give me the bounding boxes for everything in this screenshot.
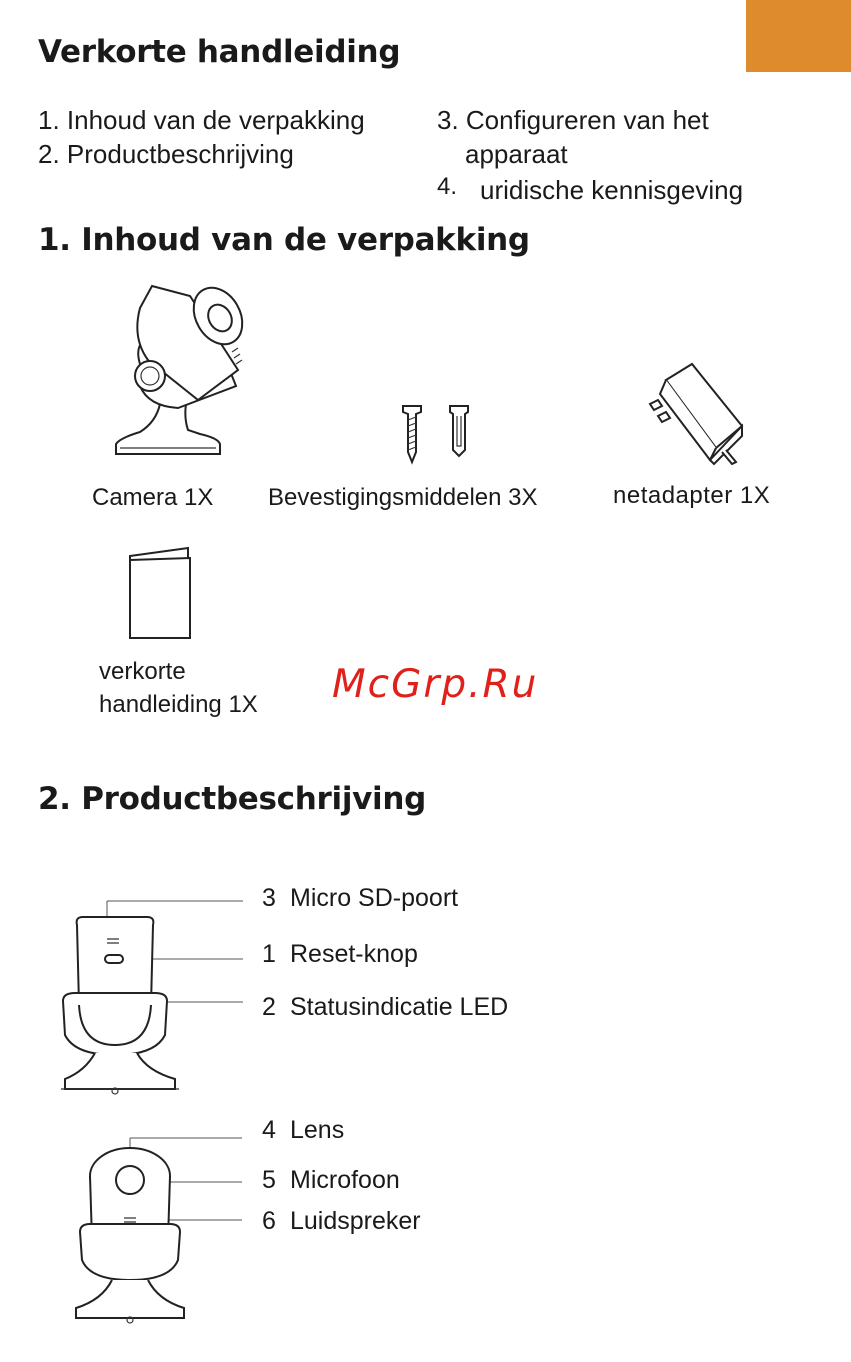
part-2-number: 2	[262, 993, 276, 1021]
part-5-number: 5	[262, 1166, 276, 1194]
booklet-icon	[126, 546, 194, 642]
item-camera-label: Camera 1X	[92, 484, 214, 511]
toc-item-3-cont[interactable]: apparaat	[465, 139, 568, 169]
toc-item-4[interactable]: uridische kennisgeving	[480, 175, 744, 205]
camera-back-view-icon	[55, 895, 255, 1100]
part-6-number: 6	[262, 1207, 276, 1235]
toc-item-3[interactable]: 3. Configureren van het	[437, 105, 709, 135]
part-3-number: 3	[262, 884, 276, 912]
page-title: Verkorte handleiding	[38, 34, 401, 70]
toc-item-4-number: 4.	[437, 173, 458, 200]
item-mounting-label: Bevestigingsmiddelen 3X	[268, 484, 538, 511]
part-lens-label: Lens	[290, 1116, 345, 1144]
toc-item-2[interactable]: 2. Productbeschrijving	[38, 139, 294, 169]
part-4-number: 4	[262, 1116, 276, 1144]
item-manual-label-line2: handleiding 1X	[99, 691, 258, 718]
section-2-title: 2. Productbeschrijving	[38, 781, 427, 817]
part-speaker-label: Luidspreker	[290, 1207, 421, 1235]
item-manual-label-line1: verkorte	[99, 658, 186, 685]
part-micro-sd-port-label: Micro SD-poort	[290, 884, 459, 912]
toc-item-1[interactable]: 1. Inhoud van de verpakking	[38, 105, 365, 135]
part-status-led-label: Statusindicatie LED	[290, 993, 509, 1021]
watermark: McGrp.Ru	[332, 662, 539, 707]
part-reset-button-label: Reset-knop	[290, 940, 418, 968]
section-1-title: 1. Inhoud van de verpakking	[38, 222, 530, 258]
part-1-number: 1	[262, 940, 276, 968]
item-adapter-label: netadapter 1X	[613, 482, 771, 509]
part-microphone-label: Microfoon	[290, 1166, 400, 1194]
screw-anchor-icon	[395, 402, 475, 468]
camera-front-view-icon	[72, 1130, 252, 1326]
chapter-tab	[746, 0, 851, 72]
power-adapter-icon	[648, 356, 748, 472]
camera-icon	[100, 278, 240, 468]
